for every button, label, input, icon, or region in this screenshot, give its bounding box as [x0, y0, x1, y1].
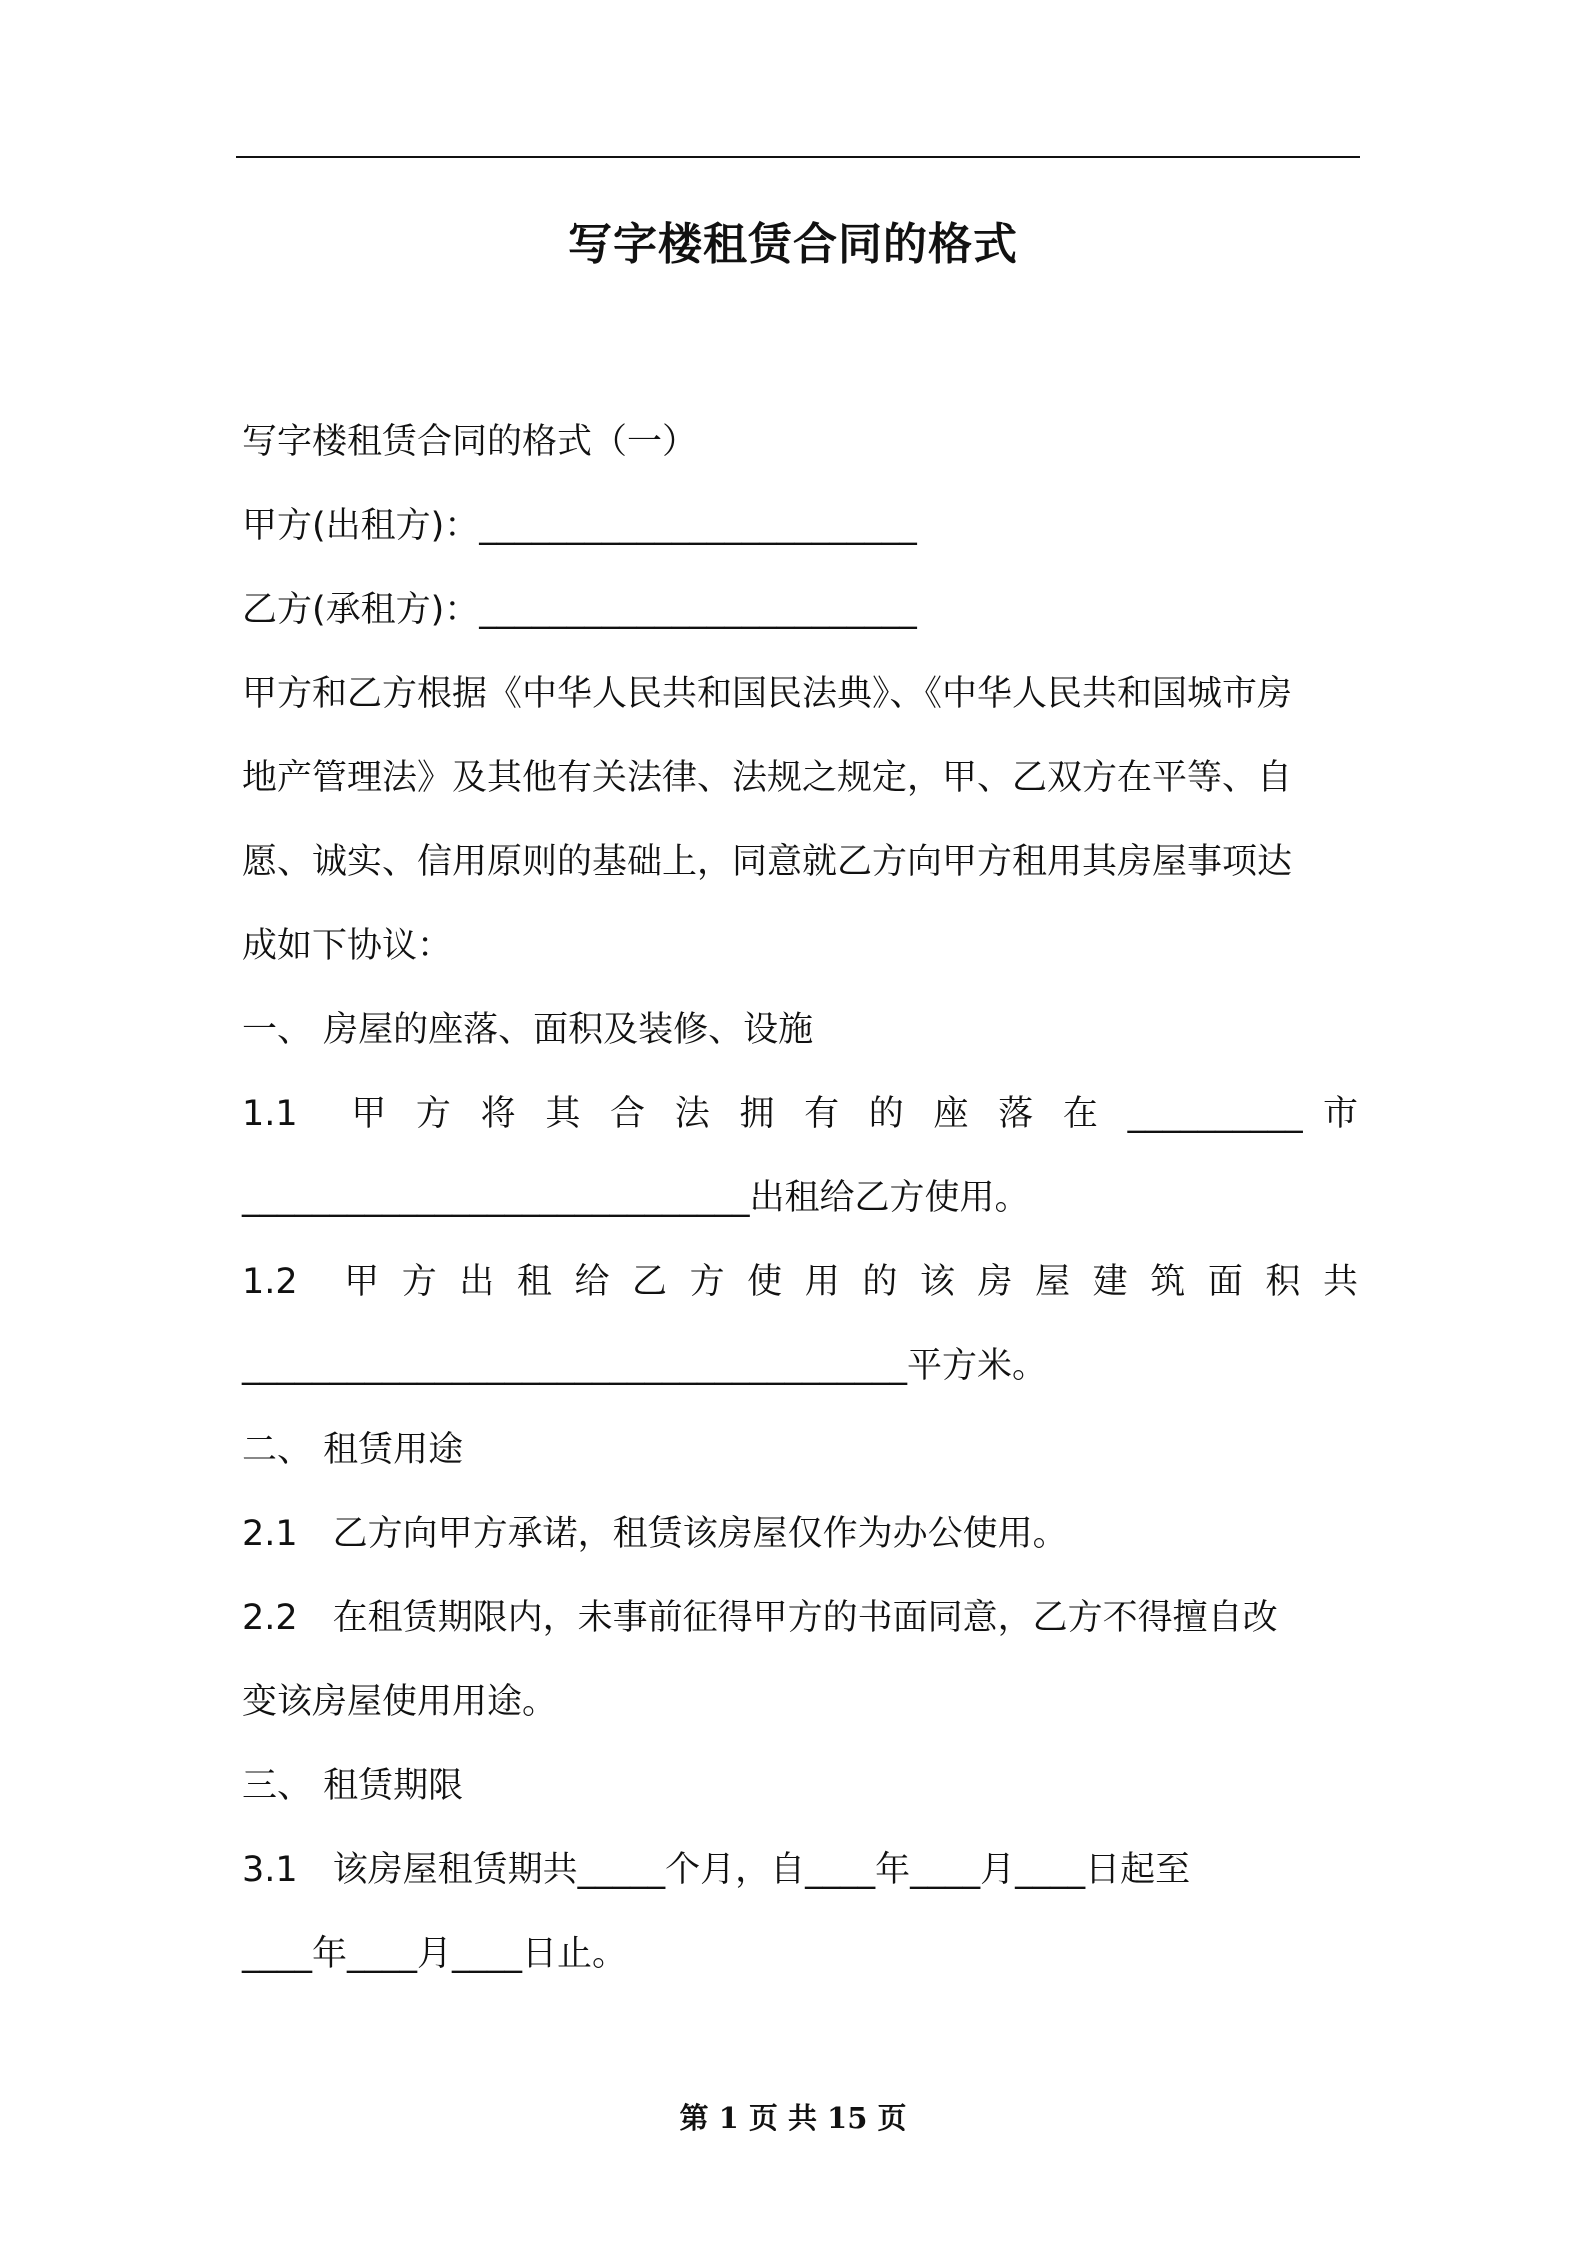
intro-line-1: 甲方和乙方根据《中华人民共和国民法典》、《中华人民共和国城市房	[242, 674, 1293, 714]
subtitle: 写字楼租赁合同的格式（一）	[242, 422, 698, 462]
document-title: 写字楼租赁合同的格式	[568, 219, 1018, 270]
clause-1-2-line-1: 1.2 甲 方 出 租 给 乙 方 使 用 的 该 房 屋 建 筑 面 积 共	[242, 1262, 1358, 1302]
document-body	[242, 400, 1358, 1996]
section-2-heading: 二、 租赁用途	[242, 1430, 464, 1470]
clause-3-1-line-2: ____年____月____日止。	[242, 1934, 628, 1974]
clause-1-2-line-2: ______________________________________平方米。	[242, 1346, 1048, 1386]
intro-line-4: 成如下协议：	[242, 926, 453, 966]
party-a-line: 甲方(出租方)：_________________________	[242, 506, 917, 546]
clause-2-1: 2.1 乙方向甲方承诺，租赁该房屋仅作为办公使用。	[242, 1514, 1068, 1554]
clause-1-1-line-2: _____________________________出租给乙方使用。	[242, 1178, 1030, 1218]
clause-3-1-line-1: 3.1 该房屋租赁期共_____个月，自____年____月____日起至	[242, 1850, 1191, 1890]
section-3-heading: 三、 租赁期限	[242, 1766, 464, 1806]
party-b-line: 乙方(承租方)：_________________________	[242, 590, 917, 630]
intro-line-3: 愿、诚实、信用原则的基础上，同意就乙方向甲方租用其房屋事项达	[242, 842, 1293, 882]
clause-2-2-line-2: 变该房屋使用用途。	[242, 1682, 558, 1722]
page-number: 第 1 页 共 15 页	[679, 2101, 907, 2135]
clause-1-1-line-1: 1.1 甲 方 将 其 合 法 拥 有 的 座 落 在 __________ 市	[242, 1094, 1358, 1134]
clause-2-2-line-1: 2.2 在租赁期限内，未事前征得甲方的书面同意，乙方不得擅自改	[242, 1598, 1278, 1638]
header-rule	[236, 156, 1360, 158]
section-1-heading: 一、 房屋的座落、面积及装修、设施	[242, 1010, 814, 1050]
intro-line-2: 地产管理法》及其他有关法律、法规之规定，甲、乙双方在平等、自	[242, 758, 1293, 798]
